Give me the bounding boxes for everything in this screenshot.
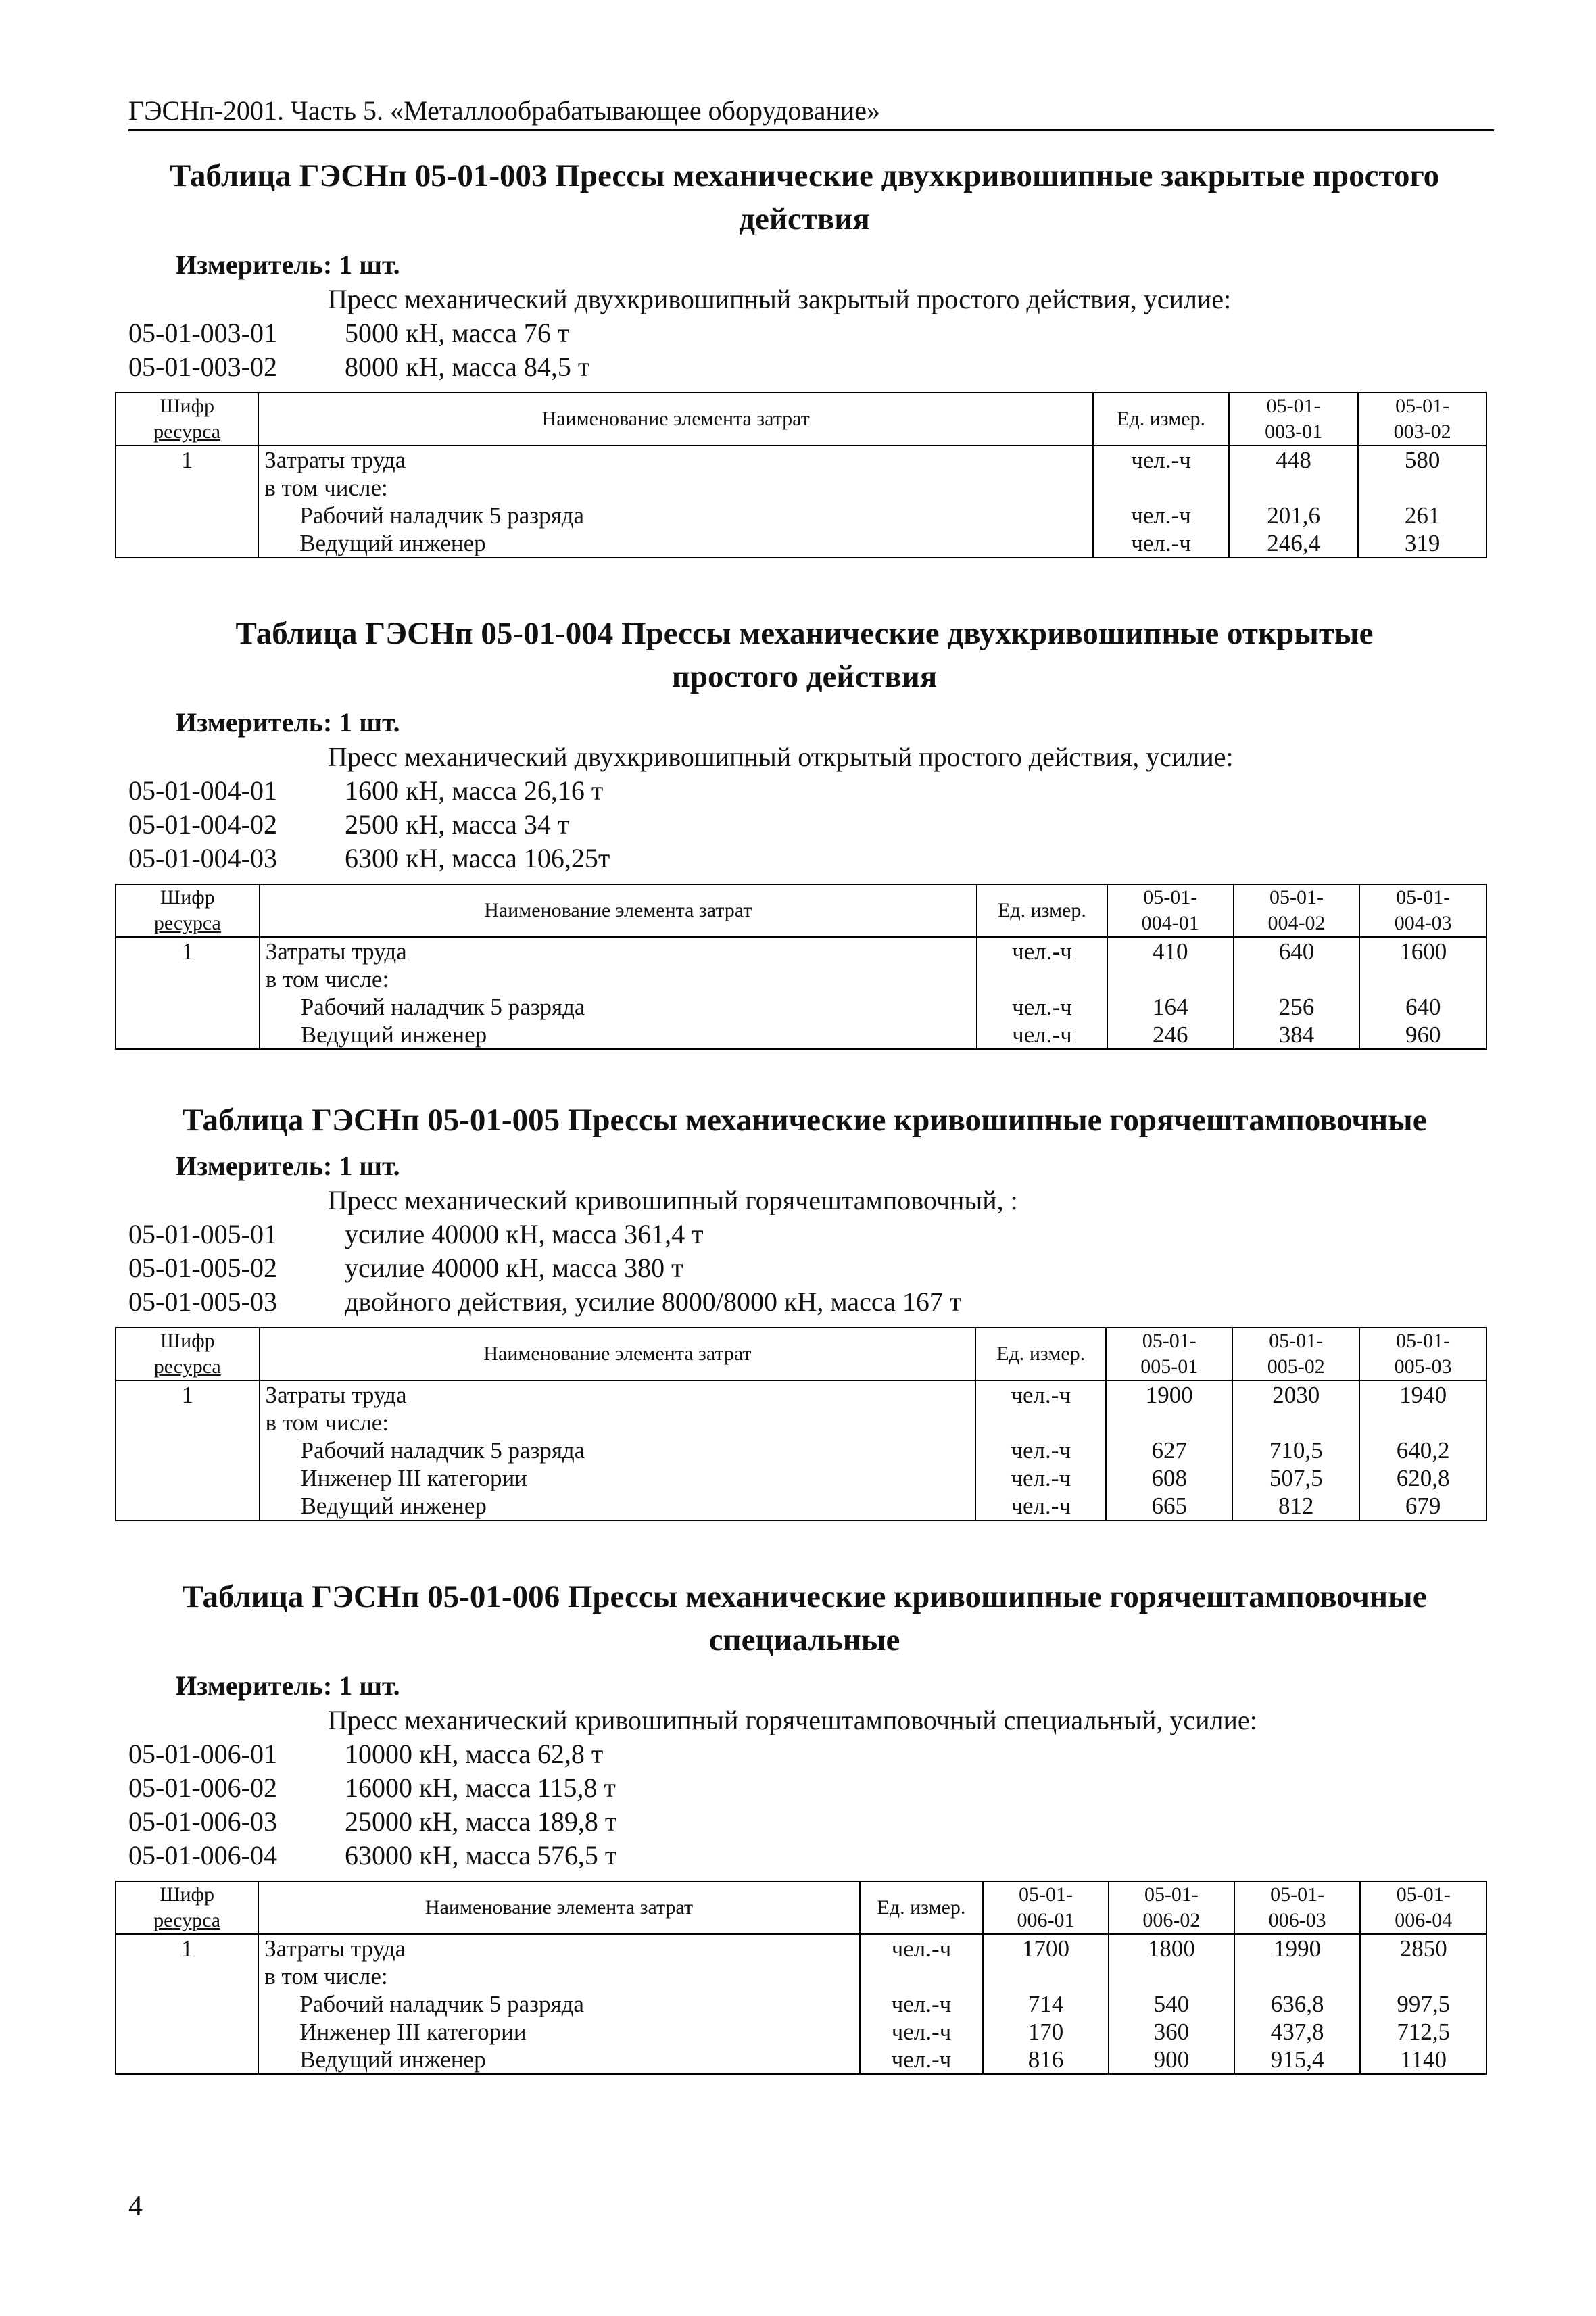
col-header-unit: Ед. измер. <box>1093 393 1229 445</box>
cost-value: 710,5 <box>1232 1437 1359 1464</box>
cost-element-name: Рабочий наладчик 5 разряда <box>260 993 977 1021</box>
col-header-variant-line: 05-01- <box>1396 1883 1451 1906</box>
unit-of-measure: чел.-ч <box>1093 502 1229 529</box>
cost-value <box>1107 965 1234 993</box>
cost-element-name: Рабочий наладчик 5 разряда <box>260 1437 976 1464</box>
table-section <box>115 154 1494 558</box>
col-header-code-line: ресурса <box>153 420 221 443</box>
table-title-line: Таблица ГЭСНп 05-01-006 Прессы механические кривошипные горячештамповочные <box>182 1579 1427 1614</box>
cost-value: 2850 <box>1360 1934 1486 1962</box>
cost-element-name: Ведущий инженер <box>260 1492 976 1520</box>
cost-value <box>1360 1962 1486 1990</box>
cost-value <box>1234 1962 1361 1990</box>
cost-value: 1600 <box>1359 937 1486 965</box>
measure-unit: Измеритель: 1 шт. <box>176 1670 400 1701</box>
variant-desc: 5000 кН, масса 76 т <box>345 318 570 348</box>
col-header-variant-line: 006-03 <box>1268 1909 1326 1931</box>
cost-element-name: Затраты труда <box>258 1934 860 1962</box>
variant-line <box>115 350 1494 384</box>
col-header-variant <box>1106 1328 1232 1380</box>
resource-code: 1 <box>116 1380 260 1520</box>
col-header-variant-line: 004-01 <box>1141 912 1199 934</box>
variant-line <box>115 842 1494 875</box>
unit-of-measure <box>1093 474 1229 502</box>
cost-element-name: Инженер III категории <box>258 2018 860 2046</box>
variant-line <box>115 1771 1494 1805</box>
variant-line <box>115 774 1494 808</box>
variant-desc: двойного действия, усилие 8000/8000 кН, масса 167 т <box>345 1286 962 1317</box>
unit-of-measure: чел.-ч <box>1093 529 1229 558</box>
col-header-unit: Ед. измер. <box>975 1328 1106 1380</box>
measure-unit: Измеритель: 1 шт. <box>176 249 400 280</box>
cost-table <box>115 1327 1487 1521</box>
unit-of-measure: чел.-ч <box>975 1464 1106 1492</box>
col-header-variant-line: 005-01 <box>1140 1355 1199 1378</box>
page-header: ГЭСНп-2001. Часть 5. «Металлообрабатывающее оборудование» <box>128 95 1494 131</box>
table-title <box>115 612 1494 698</box>
table-row <box>116 1934 1486 1962</box>
table-row <box>116 937 1486 965</box>
resource-code: 1 <box>116 937 260 1049</box>
cost-value: 640 <box>1359 993 1486 1021</box>
table-row <box>116 1380 1486 1409</box>
col-header-variant-line: 006-02 <box>1142 1909 1201 1931</box>
table-row <box>116 1021 1486 1049</box>
variant-desc: 10000 кН, масса 62,8 т <box>345 1739 604 1769</box>
variant-code: 05-01-005-01 <box>128 1219 277 1249</box>
table-title-line: действия <box>739 201 870 237</box>
cost-value: 448 <box>1229 445 1358 474</box>
col-header-code <box>116 884 260 937</box>
equipment-intro: Пресс механический кривошипный горячештамповочный специальный, усилие: <box>328 1705 1257 1735</box>
col-header-variant-line: 005-02 <box>1267 1355 1325 1378</box>
table-row <box>116 1492 1486 1520</box>
cost-value: 665 <box>1106 1492 1232 1520</box>
cost-value <box>1229 474 1358 502</box>
variant-desc: 6300 кН, масса 106,25т <box>345 843 610 873</box>
variant-desc: 25000 кН, масса 189,8 т <box>345 1806 617 1837</box>
cost-value: 319 <box>1358 529 1486 558</box>
cost-value: 246 <box>1107 1021 1234 1049</box>
table-row <box>116 2018 1486 2046</box>
cost-value: 1900 <box>1106 1380 1232 1409</box>
col-header-variant <box>1234 884 1360 937</box>
variant-line <box>115 1839 1494 1873</box>
unit-of-measure: чел.-ч <box>977 937 1107 965</box>
col-header-code-line: Шифр <box>160 1330 215 1352</box>
table-row <box>116 1464 1486 1492</box>
cost-value <box>983 1962 1109 1990</box>
col-header-variant-line: 05-01- <box>1269 886 1324 909</box>
table-row <box>116 445 1486 474</box>
table-title <box>115 1575 1494 1662</box>
cost-value: 1940 <box>1359 1380 1486 1409</box>
cost-value: 816 <box>983 2046 1109 2074</box>
cost-value: 410 <box>1107 937 1234 965</box>
equipment-intro: Пресс механический двухкривошипный закрытый простого действия, усилие: <box>328 284 1232 314</box>
col-header-code <box>116 393 258 445</box>
table-row <box>116 1990 1486 2018</box>
cost-value <box>1232 1409 1359 1437</box>
table-title <box>115 1099 1494 1142</box>
cost-value: 636,8 <box>1234 1990 1361 2018</box>
variant-line <box>115 1217 1494 1251</box>
cost-value <box>1359 1409 1486 1437</box>
cost-value: 384 <box>1234 1021 1360 1049</box>
cost-table <box>115 1881 1487 2075</box>
measure-unit: Измеритель: 1 шт. <box>176 1151 400 1181</box>
col-header-code-line: ресурса <box>153 912 221 934</box>
cost-value: 1700 <box>983 1934 1109 1962</box>
col-header-name: Наименование элемента затрат <box>260 884 977 937</box>
cost-element-name: в том числе: <box>260 965 977 993</box>
cost-value: 812 <box>1232 1492 1359 1520</box>
table-header-row <box>116 1328 1486 1380</box>
variant-code: 05-01-006-04 <box>128 1840 277 1871</box>
cost-value: 997,5 <box>1360 1990 1486 2018</box>
variant-desc: 16000 кН, масса 115,8 т <box>345 1772 616 1803</box>
cost-value: 437,8 <box>1234 2018 1361 2046</box>
col-header-unit: Ед. измер. <box>977 884 1107 937</box>
col-header-variant-line: 05-01- <box>1018 1883 1073 1906</box>
col-header-variant-line: 05-01- <box>1142 1330 1196 1352</box>
variant-line <box>115 1805 1494 1839</box>
col-header-unit: Ед. измер. <box>860 1881 983 1934</box>
variant-code: 05-01-003-02 <box>128 352 277 382</box>
cost-value: 580 <box>1358 445 1486 474</box>
equipment-intro: Пресс механический двухкривошипный открытый простого действия, усилие: <box>328 742 1234 772</box>
cost-element-name: Ведущий инженер <box>258 2046 860 2074</box>
variant-code: 05-01-006-02 <box>128 1772 277 1803</box>
cost-value: 608 <box>1106 1464 1232 1492</box>
cost-value: 627 <box>1106 1437 1232 1464</box>
unit-of-measure <box>977 965 1107 993</box>
col-header-variant-line: 005-03 <box>1394 1355 1452 1378</box>
col-header-variant-line: 05-01- <box>1143 886 1198 909</box>
col-header-variant <box>1359 884 1486 937</box>
table-row <box>116 529 1486 558</box>
col-header-name: Наименование элемента затрат <box>258 1881 860 1934</box>
table-title-line: Таблица ГЭСНп 05-01-005 Прессы механические кривошипные горячештамповочные <box>182 1103 1427 1138</box>
col-header-variant-line: 003-01 <box>1265 420 1323 443</box>
unit-of-measure: чел.-ч <box>975 1492 1106 1520</box>
cost-value: 201,6 <box>1229 502 1358 529</box>
unit-of-measure: чел.-ч <box>860 1934 983 1962</box>
variant-code: 05-01-006-01 <box>128 1739 277 1769</box>
table-header-row <box>116 393 1486 445</box>
cost-value: 1800 <box>1109 1934 1234 1962</box>
col-header-variant-line: 05-01- <box>1396 886 1451 909</box>
variant-code: 05-01-005-02 <box>128 1253 277 1283</box>
cost-element-name: Затраты труда <box>260 1380 976 1409</box>
col-header-variant-line: 05-01- <box>1269 1330 1324 1352</box>
unit-of-measure: чел.-ч <box>860 1990 983 2018</box>
cost-value <box>1109 1962 1234 1990</box>
cost-value <box>1358 474 1486 502</box>
cost-value: 360 <box>1109 2018 1234 2046</box>
page-number: 4 <box>128 2191 143 2222</box>
unit-of-measure: чел.-ч <box>977 1021 1107 1049</box>
col-header-variant-line: 006-04 <box>1395 1909 1453 1931</box>
cost-value: 1990 <box>1234 1934 1361 1962</box>
table-title-line: специальные <box>708 1622 900 1658</box>
table-row <box>116 1962 1486 1990</box>
cost-element-name: Ведущий инженер <box>260 1021 977 1049</box>
cost-value: 620,8 <box>1359 1464 1486 1492</box>
variant-code: 05-01-003-01 <box>128 318 277 348</box>
col-header-variant-line: 05-01- <box>1144 1883 1199 1906</box>
unit-of-measure <box>975 1409 1106 1437</box>
col-header-code-line: Шифр <box>160 395 215 417</box>
cost-value: 679 <box>1359 1492 1486 1520</box>
table-row <box>116 1409 1486 1437</box>
cost-element-name: Затраты труда <box>258 445 1093 474</box>
resource-code: 1 <box>116 1934 258 2074</box>
cost-table <box>115 884 1487 1050</box>
table-row <box>116 965 1486 993</box>
table-section <box>115 612 1494 1050</box>
variant-desc: усилие 40000 кН, масса 380 т <box>345 1253 683 1283</box>
col-header-variant-line: 004-02 <box>1267 912 1326 934</box>
variant-code: 05-01-006-03 <box>128 1806 277 1837</box>
col-header-name: Наименование элемента затрат <box>258 393 1093 445</box>
cost-value: 1140 <box>1360 2046 1486 2074</box>
variant-line <box>115 808 1494 842</box>
col-header-variant-line: 003-02 <box>1393 420 1451 443</box>
table-row <box>116 993 1486 1021</box>
col-header-variant-line: 05-01- <box>1270 1883 1325 1906</box>
unit-of-measure <box>860 1962 983 1990</box>
col-header-variant <box>1109 1881 1234 1934</box>
table-section <box>115 1099 1494 1521</box>
variant-desc: 1600 кН, масса 26,16 т <box>345 775 604 806</box>
col-header-variant-line: 05-01- <box>1266 395 1321 417</box>
col-header-code-line: ресурса <box>153 1909 221 1931</box>
cost-value <box>1106 1409 1232 1437</box>
variant-desc: 2500 кН, масса 34 т <box>345 809 570 840</box>
resource-code: 1 <box>116 445 258 558</box>
cost-element-name: в том числе: <box>258 474 1093 502</box>
equipment-intro: Пресс механический кривошипный горячештамповочный, : <box>328 1185 1018 1215</box>
col-header-name: Наименование элемента затрат <box>260 1328 976 1380</box>
variant-code: 05-01-004-03 <box>128 843 277 873</box>
cost-element-name: Рабочий наладчик 5 разряда <box>258 502 1093 529</box>
col-header-code-line: Шифр <box>160 1883 214 1906</box>
table-row <box>116 1437 1486 1464</box>
table-row <box>116 2046 1486 2074</box>
cost-element-name: в том числе: <box>258 1962 860 1990</box>
cost-element-name: в том числе: <box>260 1409 976 1437</box>
variant-line <box>115 1285 1494 1319</box>
col-header-code-line: Шифр <box>160 886 215 909</box>
table-title-line: простого действия <box>671 659 938 694</box>
table-title-line: Таблица ГЭСНп 05-01-003 Прессы механические двухкривошипные закрытые простого <box>169 158 1440 193</box>
unit-of-measure: чел.-ч <box>860 2046 983 2074</box>
cost-value: 164 <box>1107 993 1234 1021</box>
variant-line <box>115 316 1494 350</box>
cost-element-name: Ведущий инженер <box>258 529 1093 558</box>
variant-line <box>115 1251 1494 1285</box>
variant-code: 05-01-005-03 <box>128 1286 277 1317</box>
col-header-variant <box>1107 884 1234 937</box>
variant-line <box>115 1737 1494 1771</box>
table-title-line: Таблица ГЭСНп 05-01-004 Прессы механические двухкривошипные открытые <box>235 616 1374 651</box>
cost-value: 170 <box>983 2018 1109 2046</box>
col-header-variant <box>1358 393 1486 445</box>
cost-value: 640,2 <box>1359 1437 1486 1464</box>
cost-value: 261 <box>1358 502 1486 529</box>
col-header-variant-line: 05-01- <box>1396 1330 1451 1352</box>
col-header-variant <box>983 1881 1109 1934</box>
col-header-code <box>116 1328 260 1380</box>
table-title <box>115 154 1494 241</box>
col-header-variant <box>1360 1881 1486 1934</box>
col-header-variant <box>1229 393 1358 445</box>
measure-unit: Измеритель: 1 шт. <box>176 707 400 738</box>
cost-value <box>1359 965 1486 993</box>
table-row <box>116 474 1486 502</box>
table-header-row <box>116 1881 1486 1934</box>
cost-value: 256 <box>1234 993 1360 1021</box>
variant-desc: 8000 кН, масса 84,5 т <box>345 352 590 382</box>
cost-value: 507,5 <box>1232 1464 1359 1492</box>
variant-code: 05-01-004-01 <box>128 775 277 806</box>
cost-value: 2030 <box>1232 1380 1359 1409</box>
table-section <box>115 1575 1494 2075</box>
table-header-row <box>116 884 1486 937</box>
col-header-code <box>116 1881 258 1934</box>
cost-element-name: Рабочий наладчик 5 разряда <box>258 1990 860 2018</box>
variant-desc: 63000 кН, масса 576,5 т <box>345 1840 617 1871</box>
cost-value: 712,5 <box>1360 2018 1486 2046</box>
col-header-variant <box>1359 1328 1486 1380</box>
cost-value <box>1234 965 1360 993</box>
cost-value: 540 <box>1109 1990 1234 2018</box>
cost-value: 915,4 <box>1234 2046 1361 2074</box>
unit-of-measure: чел.-ч <box>1093 445 1229 474</box>
col-header-variant-line: 006-01 <box>1017 1909 1075 1931</box>
cost-value: 640 <box>1234 937 1360 965</box>
cost-value: 714 <box>983 1990 1109 2018</box>
cost-table <box>115 392 1487 558</box>
col-header-variant-line: 05-01- <box>1395 395 1450 417</box>
col-header-variant <box>1234 1881 1361 1934</box>
unit-of-measure: чел.-ч <box>860 2018 983 2046</box>
variant-code: 05-01-004-02 <box>128 809 277 840</box>
cost-element-name: Затраты труда <box>260 937 977 965</box>
unit-of-measure: чел.-ч <box>975 1380 1106 1409</box>
col-header-variant <box>1232 1328 1359 1380</box>
unit-of-measure: чел.-ч <box>977 993 1107 1021</box>
cost-element-name: Инженер III категории <box>260 1464 976 1492</box>
cost-value: 960 <box>1359 1021 1486 1049</box>
unit-of-measure: чел.-ч <box>975 1437 1106 1464</box>
cost-value: 246,4 <box>1229 529 1358 558</box>
col-header-variant-line: 004-03 <box>1394 912 1452 934</box>
table-row <box>116 502 1486 529</box>
variant-desc: усилие 40000 кН, масса 361,4 т <box>345 1219 704 1249</box>
col-header-code-line: ресурса <box>153 1355 221 1378</box>
cost-value: 900 <box>1109 2046 1234 2074</box>
